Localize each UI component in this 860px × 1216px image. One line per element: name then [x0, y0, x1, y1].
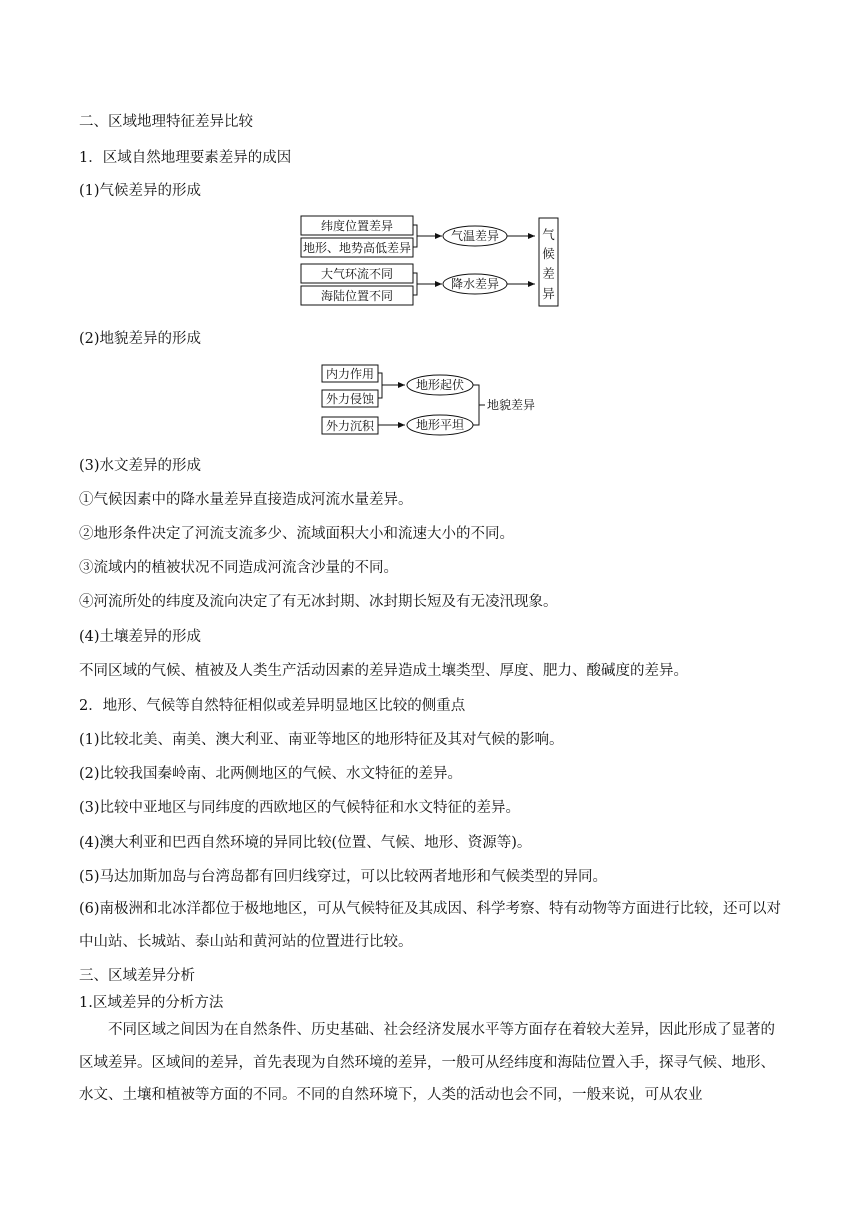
landform-title: (2)地貌差异的形成 [79, 331, 202, 347]
section-3-subtitle: 1.区域差异的分析方法 [79, 995, 224, 1011]
section-3-paragraph: 不同区域之间因为在自然条件、历史基础、社会经济发展水平等方面存在着较大差异，因此形成了显著的区域差异。区域间的差异，首先表现为自然环境的差异，一般可从经纬度和海陆位置入手，探寻气候、地形、水文、土壤和植被等方面的不同。不同的自然环境下，人类的活动也会不同，一般来说，可从农业 [79, 1022, 775, 1103]
climate-oval-rain-label: 降水差异 [450, 277, 500, 291]
landform-box-deposition-label: 外力沉积 [325, 419, 375, 433]
compare-item-4: (4)澳大利亚和巴西自然环境的异同比较(位置、气候、地形、资源等)。 [79, 835, 532, 851]
section-2-heading: 二、区域地理特征差异比较 [79, 114, 253, 130]
landform-oval-flat-label: 地形平坦 [415, 418, 465, 432]
hydro-title: (3)水文差异的形成 [79, 458, 202, 474]
climate-result-char-3: 差 [542, 266, 555, 281]
climate-box-landsea-label: 海陆位置不同 [320, 289, 394, 303]
section-3-heading: 三、区域差异分析 [79, 968, 195, 984]
landform-result-label: 地貌差异 [487, 398, 536, 412]
climate-diagram [295, 213, 565, 313]
climate-bracket-bottom [413, 273, 442, 295]
compare-item-5: (5)马达加斯加岛与台湾岛都有回归线穿过，可以比较两者地形和气候类型的异同。 [79, 869, 608, 885]
landform-bracket-result [473, 385, 485, 425]
soil-text: 不同区域的气候、植被及人类生产活动因素的差异造成土壤类型、厚度、肥力、酸碱度的差异。 [79, 663, 688, 679]
hydro-item-4: ④河流所处的纬度及流向决定了有无冰封期、冰封期长短及有无凌汛现象。 [79, 594, 558, 610]
hydro-item-3: ③流域内的植被状况不同造成河流含沙量的不同。 [79, 560, 398, 576]
climate-box-circulation-label: 大气环流不同 [320, 267, 394, 281]
landform-oval-relief-label: 地形起伏 [415, 378, 465, 392]
climate-result-char-4: 异 [542, 286, 555, 301]
landform-bracket-top [378, 373, 405, 398]
subsection-1-title: 1．区域自然地理要素差异的成因 [79, 150, 292, 166]
soil-title: (4)土壤差异的形成 [79, 629, 202, 645]
climate-bracket-top [413, 225, 442, 247]
hydro-item-1: ①气候因素中的降水量差异直接造成河流水量差异。 [79, 492, 413, 508]
climate-result-char-1: 气 [542, 227, 555, 242]
landform-box-erosion-label: 外力侵蚀 [325, 392, 375, 406]
subsection-2-title: 2．地形、气候等自然特征相似或差异明显地区比较的侧重点 [79, 698, 466, 714]
compare-item-3: (3)比较中亚地区与同纬度的西欧地区的气候特征和水文特征的差异。 [79, 800, 521, 816]
climate-oval-temp-label: 气温差异 [450, 229, 500, 243]
climate-box-latitude-label: 纬度位置差异 [320, 219, 394, 233]
climate-box-terrain-label: 地形、地势高低差异 [302, 241, 412, 255]
landform-box-internal-label: 内力作用 [325, 367, 375, 381]
compare-item-1: (1)比较北美、南美、澳大利亚、南亚等地区的地形特征及其对气候的影响。 [79, 732, 564, 748]
hydro-item-2: ②地形条件决定了河流支流多少、流域面积大小和流速大小的不同。 [79, 526, 514, 542]
climate-result-char-2: 候 [542, 246, 555, 261]
compare-item-6: (6)南极洲和北冰洋都位于极地地区，可从气候特征及其成因、科学考察、特有动物等方面进行比较，还可以对中山站、长城站、泰山站和黄河站的位置进行比较。 [79, 901, 782, 950]
landform-diagram [317, 360, 547, 440]
climate-title: (1)气候差异的形成 [79, 183, 202, 199]
compare-item-2: (2)比较我国秦岭南、北两侧地区的气候、水文特征的差异。 [79, 766, 463, 782]
